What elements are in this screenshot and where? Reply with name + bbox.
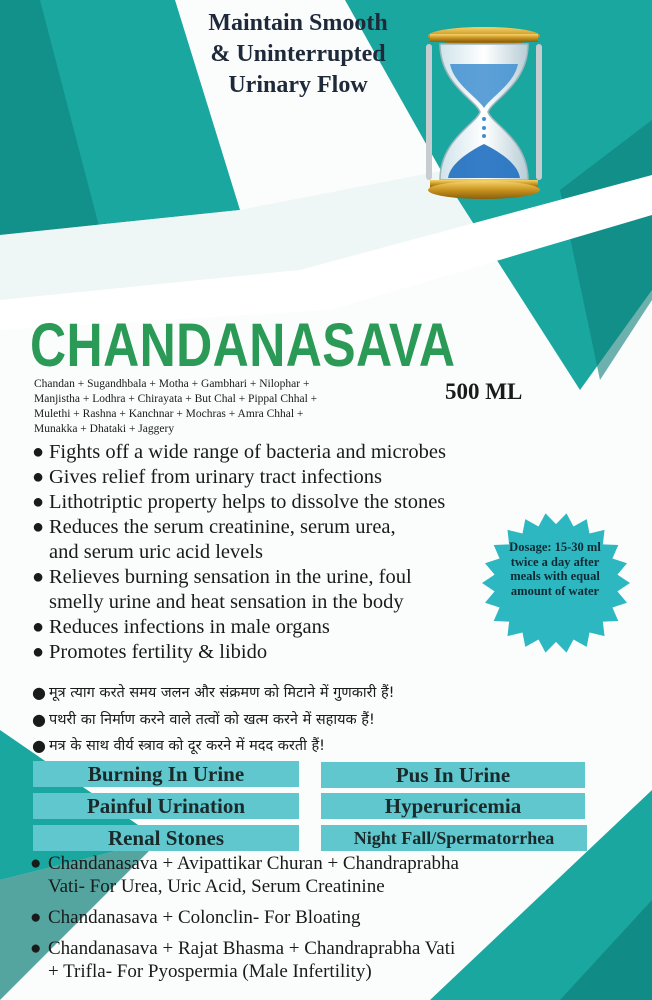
indication-tag-burning-in-urine: Burning In Urine <box>33 761 299 787</box>
benefit-text: smelly urine and heat sensation in the body <box>49 591 404 613</box>
dosage-line: meals with equal <box>510 569 600 583</box>
bullet-icon: ● <box>32 683 46 702</box>
bullet-icon: ● <box>30 907 42 928</box>
combination-item <box>30 852 630 898</box>
combination-item <box>30 906 630 929</box>
combination-text: + Trifla- For Pyospermia (Male Infertility) <box>48 961 372 982</box>
ingredients-line: Manjistha + Lodhra + Chirayata + But Chal + Pippal Chhal + <box>34 393 318 405</box>
hindi-benefit-text: मूत्र त्याग करते समय जलन और संक्रमण को मिटाने में गुणकारी हैं! <box>49 685 395 701</box>
benefit-text: Fights off a wide range of bacteria and microbes <box>49 441 446 463</box>
ingredients-list <box>34 377 394 437</box>
benefit-text: Gives relief from urinary tract infections <box>49 466 382 488</box>
tagline-line-2: & Uninterrupted <box>210 41 386 67</box>
combination-text: Chandanasava + Colonclin- For Bloating <box>48 907 361 928</box>
benefit-text: Relieves burning sensation in the urine, foul <box>49 566 412 588</box>
ingredients-line: Chandan + Sugandhbala + Motha + Gambhari + Nilophar + <box>34 378 310 390</box>
indication-tag-renal-stones: Renal Stones <box>33 825 299 851</box>
benefit-item <box>32 615 532 640</box>
hindi-benefit-item <box>32 680 552 707</box>
bullet-icon: ● <box>32 516 45 538</box>
indication-tag-hyperuricemia: Hyperuricemia <box>321 793 585 819</box>
indication-tag-painful-urination: Painful Urination <box>33 793 299 819</box>
indication-tag-night-fall: Night Fall/Spermatorrhea <box>321 825 587 851</box>
dosage-line: Dosage: 15-30 ml <box>509 540 601 554</box>
tagline-line-1: Maintain Smooth <box>208 10 388 36</box>
benefit-text: Reduces the serum creatinine, serum urea, <box>49 516 396 538</box>
hindi-benefit-text: पथरी का निर्माण करने वाले तत्वों को खत्म करने में सहायक हैं! <box>49 711 375 728</box>
bullet-icon: ● <box>32 736 46 755</box>
hindi-benefits-list <box>32 680 552 760</box>
ingredients-line: Mulethi + Rashna + Kanchnar + Mochras + Amra Chhal + <box>34 408 304 420</box>
bullet-icon: ● <box>30 938 42 959</box>
bullet-icon: ● <box>32 616 45 638</box>
benefit-item <box>32 565 532 615</box>
benefit-item <box>32 515 532 565</box>
bullet-icon: ● <box>32 709 46 729</box>
tagline <box>168 8 428 101</box>
hindi-benefit-item <box>32 707 552 734</box>
tagline-line-3: Urinary Flow <box>228 72 368 98</box>
combination-text: Chandanasava + Avipattikar Churan + Chandraprabha <box>48 853 459 874</box>
combination-text: Vati- For Urea, Uric Acid, Serum Creatinine <box>48 876 385 897</box>
benefits-list <box>32 440 532 665</box>
ingredients-line: Munakka + Dhataki + Jaggery <box>34 423 175 435</box>
bullet-icon: ● <box>32 491 45 513</box>
bullet-icon: ● <box>32 566 45 588</box>
hindi-benefit-text: मत्र के साथ वीर्य स्त्राव को दूर करने में मदद करती हैं! <box>49 738 325 754</box>
product-title: CHANDANASAVA <box>30 311 456 379</box>
dosage-line: amount of water <box>510 583 600 598</box>
dosage-line: twice a day after <box>510 554 600 569</box>
combination-text: Chandanasava + Rajat Bhasma + Chandraprabha Vati <box>48 938 456 959</box>
bullet-icon: ● <box>32 641 45 663</box>
benefit-text: Reduces infections in male organs <box>49 616 330 638</box>
indication-tag-pus-in-urine: Pus In Urine <box>321 762 585 788</box>
benefit-text: Promotes fertility & libido <box>49 641 268 663</box>
benefit-text: and serum uric acid levels <box>49 541 264 563</box>
combinations-list <box>30 852 630 991</box>
volume-label: 500 ML <box>445 379 523 404</box>
benefit-item <box>32 640 532 665</box>
dosage-info <box>490 540 620 598</box>
bullet-icon: ● <box>32 466 45 488</box>
bullet-icon: ● <box>30 853 42 874</box>
bullet-icon: ● <box>32 441 45 463</box>
hourglass-icon <box>424 24 544 200</box>
benefit-item <box>32 465 532 490</box>
benefit-item <box>32 490 532 515</box>
combination-item <box>30 937 630 983</box>
benefit-item <box>32 440 532 465</box>
hindi-benefit-item <box>32 733 552 760</box>
benefit-text: Lithotriptic property helps to dissolve the stones <box>49 491 446 513</box>
